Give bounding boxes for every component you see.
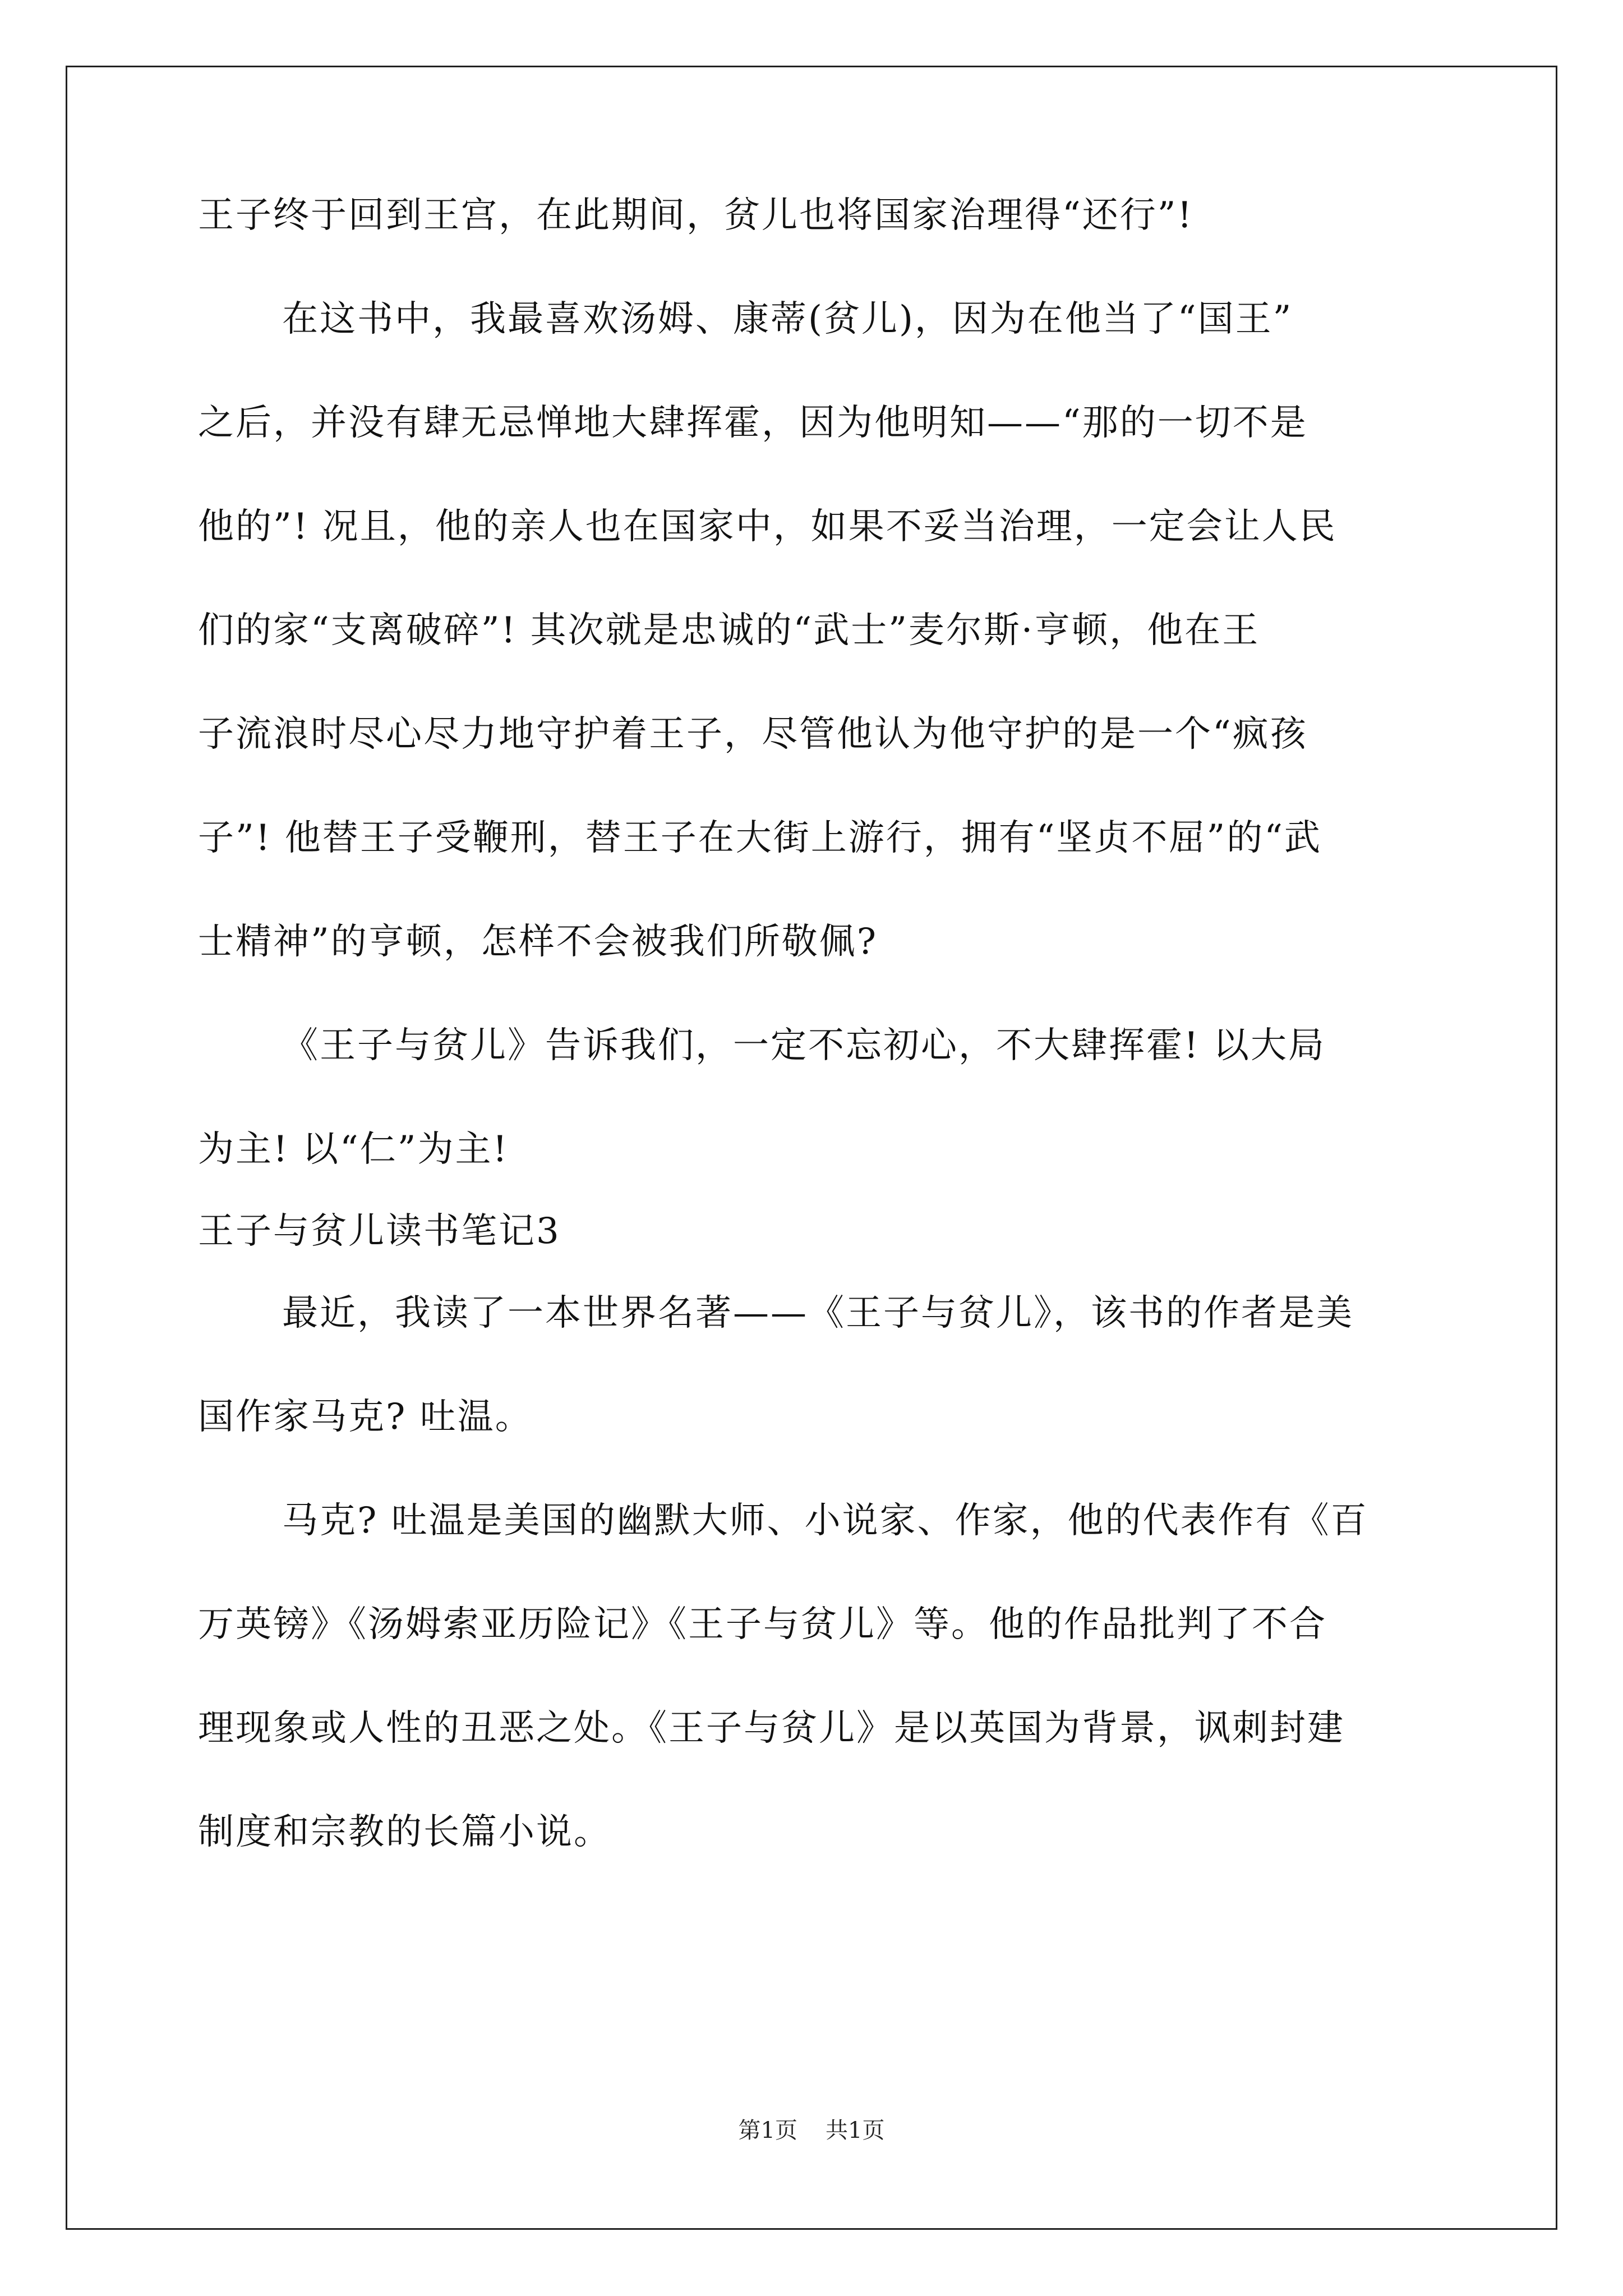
paragraph-line: 马克? 吐温是美国的幽默大师、小说家、作家，他的代表作有《百 bbox=[282, 1500, 1368, 1542]
paragraph-line: 最近，我读了一本世界名著——《王子与贫儿》，该书的作者是美 bbox=[282, 1292, 1354, 1334]
page-total: 共1页 bbox=[826, 2118, 885, 2143]
paragraph-line: 士精神”的亨顿，怎样不会被我们所敬佩? bbox=[198, 921, 878, 963]
paragraph-line: 他的”! 况且，他的亲人也在国家中，如果不妥当治理，一定会让人民 bbox=[198, 506, 1337, 547]
paragraph-line: 王子终于回到王宫，在此期间，贫儿也将国家治理得“还行”! bbox=[198, 195, 1194, 236]
paragraph-line: 之后，并没有肆无忌惮地大肆挥霍，因为他明知——“那的一切不是 bbox=[198, 402, 1308, 444]
page-footer bbox=[0, 2119, 1623, 2142]
paragraph-line: 国作家马克? 吐温。 bbox=[198, 1396, 533, 1438]
paragraph-line: 理现象或人性的丑恶之处。《王子与贫儿》是以英国为背景，讽刺封建 bbox=[198, 1708, 1345, 1749]
paragraph-line: 为主! 以“仁”为主! bbox=[198, 1129, 509, 1170]
page-number: 第1页 bbox=[738, 2118, 797, 2143]
paragraph-line: 制度和宗教的长篇小说。 bbox=[198, 1811, 611, 1853]
paragraph-line: 在这书中，我最喜欢汤姆、康蒂(贫儿)，因为在他当了“国王” bbox=[282, 298, 1293, 340]
paragraph-line: 万英镑》《汤姆索亚历险记》《王子与贫儿》等。他的作品批判了不合 bbox=[198, 1604, 1327, 1645]
document-body bbox=[198, 195, 1437, 1853]
paragraph-line: 子”! 他替王子受鞭刑，替王子在大街上游行，拥有“坚贞不屈”的“武 bbox=[198, 817, 1322, 859]
paragraph-line: 们的家“支离破碎”! 其次就是忠诚的“武士”麦尔斯·亨顿，他在王 bbox=[198, 610, 1260, 651]
paragraph-line: 子流浪时尽心尽力地守护着王子，尽管他认为他守护的是一个“疯孩 bbox=[198, 714, 1308, 755]
section-heading: 王子与贫儿读书笔记3 bbox=[198, 1211, 561, 1252]
paragraph-line: 《王子与贫儿》告诉我们，一定不忘初心，不大肆挥霍! 以大局 bbox=[282, 1025, 1326, 1066]
